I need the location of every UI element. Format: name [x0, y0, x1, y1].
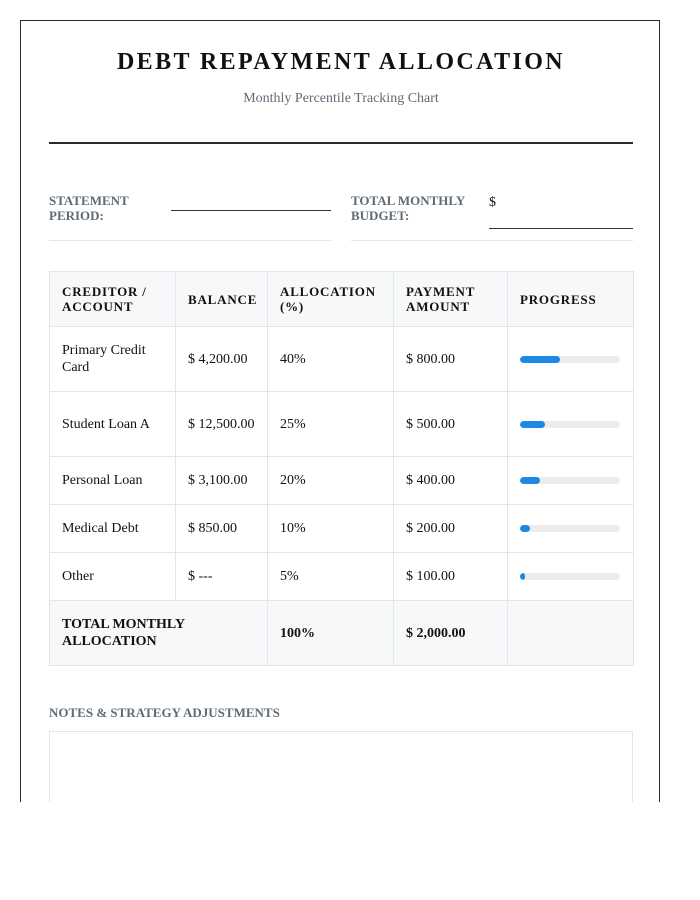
payment-cell: $ 800.00 — [394, 327, 508, 392]
total-progress-cell — [508, 601, 634, 666]
header-creditor: CREDITOR / ACCOUNT — [50, 272, 176, 327]
progress-cell — [508, 457, 634, 505]
progress-bar — [520, 525, 620, 532]
creditor-cell: Medical Debt — [50, 505, 176, 553]
header-allocation: ALLOCATION (%) — [268, 272, 394, 327]
header-balance: BALANCE — [176, 272, 268, 327]
statement-period-field[interactable] — [171, 210, 331, 211]
progress-bar-fill — [520, 573, 525, 580]
allocation-cell: 20% — [268, 457, 394, 505]
document-sheet — [20, 20, 660, 802]
allocation-cell: 40% — [268, 327, 394, 392]
allocation-cell: 25% — [268, 392, 394, 457]
statement-period-label: STATEMENT PERIOD: — [49, 193, 129, 223]
document-subtitle: Monthly Percentile Tracking Chart — [243, 91, 439, 106]
payment-cell: $ 200.00 — [394, 505, 508, 553]
progress-cell — [508, 505, 634, 553]
header-progress: PROGRESS — [508, 272, 634, 327]
creditor-cell: Primary Credit Card — [50, 327, 176, 392]
total-budget-field[interactable] — [489, 228, 633, 229]
balance-cell: $ 4,200.00 — [176, 327, 268, 392]
payment-cell: $ 400.00 — [394, 457, 508, 505]
progress-bar-fill — [520, 421, 545, 428]
table-row — [50, 392, 634, 457]
allocation-cell: 5% — [268, 553, 394, 601]
progress-bar-fill — [520, 356, 560, 363]
document-title: DEBT REPAYMENT ALLOCATION — [116, 49, 566, 75]
balance-cell: $ 12,500.00 — [176, 392, 268, 457]
allocation-cell: 10% — [268, 505, 394, 553]
balance-cell: $ --- — [176, 553, 268, 601]
progress-cell — [508, 327, 634, 392]
total-budget-prefix: $ — [489, 195, 496, 210]
progress-bar-fill — [520, 525, 530, 532]
total-payment: $ 2,000.00 — [394, 601, 508, 666]
table-header-row — [50, 272, 634, 327]
allocation-table — [49, 271, 634, 666]
progress-bar — [520, 421, 620, 428]
title-divider — [49, 142, 633, 144]
progress-cell — [508, 553, 634, 601]
header-payment: PAYMENT AMOUNT — [394, 272, 508, 327]
creditor-cell: Personal Loan — [50, 457, 176, 505]
total-allocation: 100% — [268, 601, 394, 666]
progress-bar-fill — [520, 477, 540, 484]
table-row — [50, 505, 634, 553]
payment-cell: $ 500.00 — [394, 392, 508, 457]
creditor-cell: Other — [50, 553, 176, 601]
progress-bar — [520, 573, 620, 580]
progress-cell — [508, 392, 634, 457]
total-row — [50, 601, 634, 666]
total-budget-label: TOTAL MONTHLY BUDGET: — [351, 193, 465, 223]
progress-bar — [520, 356, 620, 363]
table-row — [50, 457, 634, 505]
notes-label: NOTES & STRATEGY ADJUSTMENTS — [49, 705, 280, 720]
table-row — [50, 553, 634, 601]
progress-bar — [520, 477, 620, 484]
statement-period-divider — [49, 240, 331, 241]
balance-cell: $ 3,100.00 — [176, 457, 268, 505]
total-budget-divider — [351, 240, 633, 241]
total-label: TOTAL MONTHLY ALLOCATION — [50, 601, 268, 666]
balance-cell: $ 850.00 — [176, 505, 268, 553]
creditor-cell: Student Loan A — [50, 392, 176, 457]
table-row — [50, 327, 634, 392]
payment-cell: $ 100.00 — [394, 553, 508, 601]
notes-field[interactable] — [49, 731, 633, 802]
